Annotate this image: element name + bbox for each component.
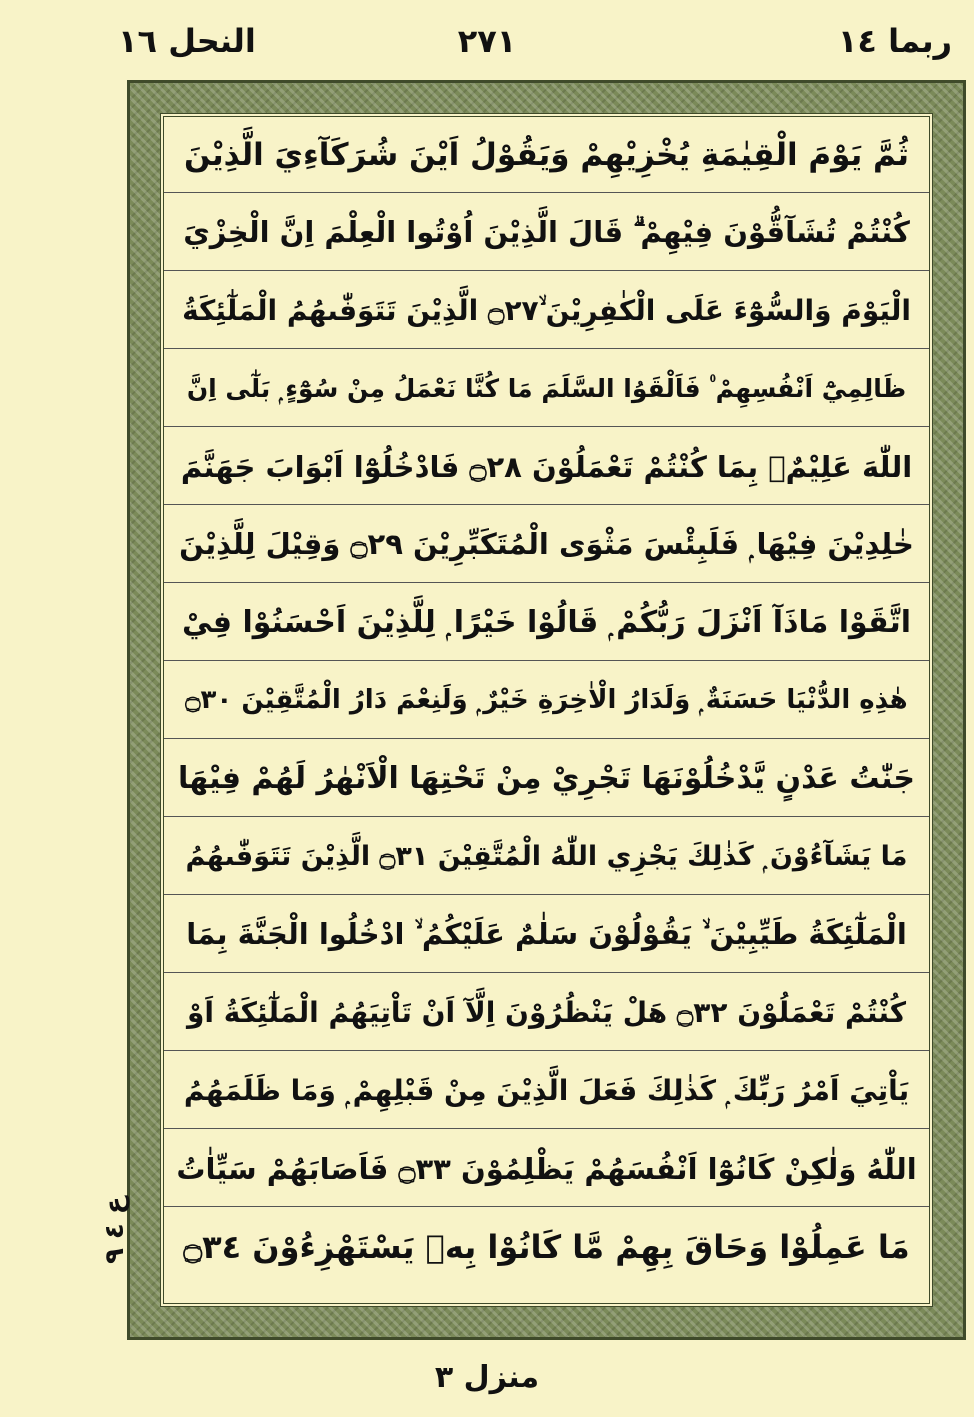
verse-line-8: هٰذِهِ الدُّنْيَا حَسَنَةٌ ۭ وَلَدَارُ الْاٰخِرَةِ خَيْرٌ ۭ وَلَنِعْمَ دَارُ الْمُتَّقِيْنَ ۝٣٠ [164,663,929,739]
para-label: ربما ١٤ [837,22,952,60]
ruku-marker: ع ٤ ٩ [100,1196,130,1264]
surah-label: النحل ١٦ [118,22,256,60]
verse-line-12: كُنْتُمْ تَعْمَلُوْنَ ۝٣٢ هَلْ يَنْظُرُوْنَ اِلَّآ اَنْ تَاْتِيَهُمُ الْمَلٰٓئِكَةُ اَوْ [164,975,929,1051]
manzil-label: منزل ٣ [434,1360,540,1395]
verse-line-11: الْمَلٰٓئِكَةُ طَيِّبِيْنَ ۙ يَقُوْلُوْنَ سَلٰمٌ عَلَيْكُمُ ۙ ادْخُلُوا الْجَنَّةَ بِمَا [164,897,929,973]
verse-line-10: مَا يَشَآءُوْنَ ۭ كَذٰلِكَ يَجْزِي اللّٰهُ الْمُتَّقِيْنَ ۝٣١ الَّذِيْنَ تَتَوَفّٰىهُمُ [164,819,929,895]
verse-line-9: جَنّٰتُ عَدْنٍ يَّدْخُلُوْنَهَا تَجْرِيْ مِنْ تَحْتِهَا الْاَنْهٰرُ لَهُمْ فِيْهَا [164,741,929,817]
verse-line-3: الْيَوْمَ وَالسُّوْٓءَ عَلَى الْكٰفِرِيْنَ ۙ۝٢٧ الَّذِيْنَ تَتَوَفّٰىهُمُ الْمَلٰٓئِكَةُ [164,273,929,349]
verse-line-1: ثُمَّ يَوْمَ الْقِيٰمَةِ يُخْزِيْهِمْ وَيَقُوْلُ اَيْنَ شُرَكَآءِيَ الَّذِيْنَ [164,117,929,193]
verse-line-13: يَاْتِيَ اَمْرُ رَبِّكَ ۭ كَذٰلِكَ فَعَلَ الَّذِيْنَ مِنْ قَبْلِهِمْ ۭ وَمَا ظَلَمَهُمُ [164,1053,929,1129]
verse-line-7: اتَّقَوْا مَاذَآ اَنْزَلَ رَبُّكُمْ ۭ قَالُوْا خَيْرًا ۭ لِلَّذِيْنَ اَحْسَنُوْا فِيْ [164,585,929,661]
verse-line-2: كُنْتُمْ تُشَآقُّوْنَ فِيْهِمْ ۗ قَالَ الَّذِيْنَ اُوْتُوا الْعِلْمَ اِنَّ الْخِزْيَ [164,195,929,271]
page-number: ٢٧١ [457,22,517,60]
verse-line-14: اللّٰهُ وَلٰكِنْ كَانُوْٓا اَنْفُسَهُمْ يَظْلِمُوْنَ ۝٣٣ فَاَصَابَهُمْ سَيِّاٰتُ [164,1131,929,1207]
verse-line-6: خٰلِدِيْنَ فِيْهَا ۭ فَلَبِئْسَ مَثْوَى الْمُتَكَبِّرِيْنَ ۝٢٩ وَقِيْلَ لِلَّذِيْنَ [164,507,929,583]
verse-line-4: ظَالِمِيْٓ اَنْفُسِهِمْ ۠ فَاَلْقَوُا السَّلَمَ مَا كُنَّا نَعْمَلُ مِنْ سُوْٓءٍ ۭ بَلٰٓى اِنَّ [164,351,929,427]
text-panel [160,113,933,1307]
verse-line-5: اللّٰهَ عَلِيْمٌۢ بِمَا كُنْتُمْ تَعْمَلُوْنَ ۝٢٨ فَادْخُلُوْٓا اَبْوَابَ جَهَنَّمَ [164,429,929,505]
page-header [0,0,974,72]
ornamental-border [127,80,966,1340]
verse-line-15: مَا عَمِلُوْا وَحَاقَ بِهِمْ مَّا كَانُوْا بِهٖ يَسْتَهْزِءُوْنَ ۝٣٤ [183,1228,910,1266]
